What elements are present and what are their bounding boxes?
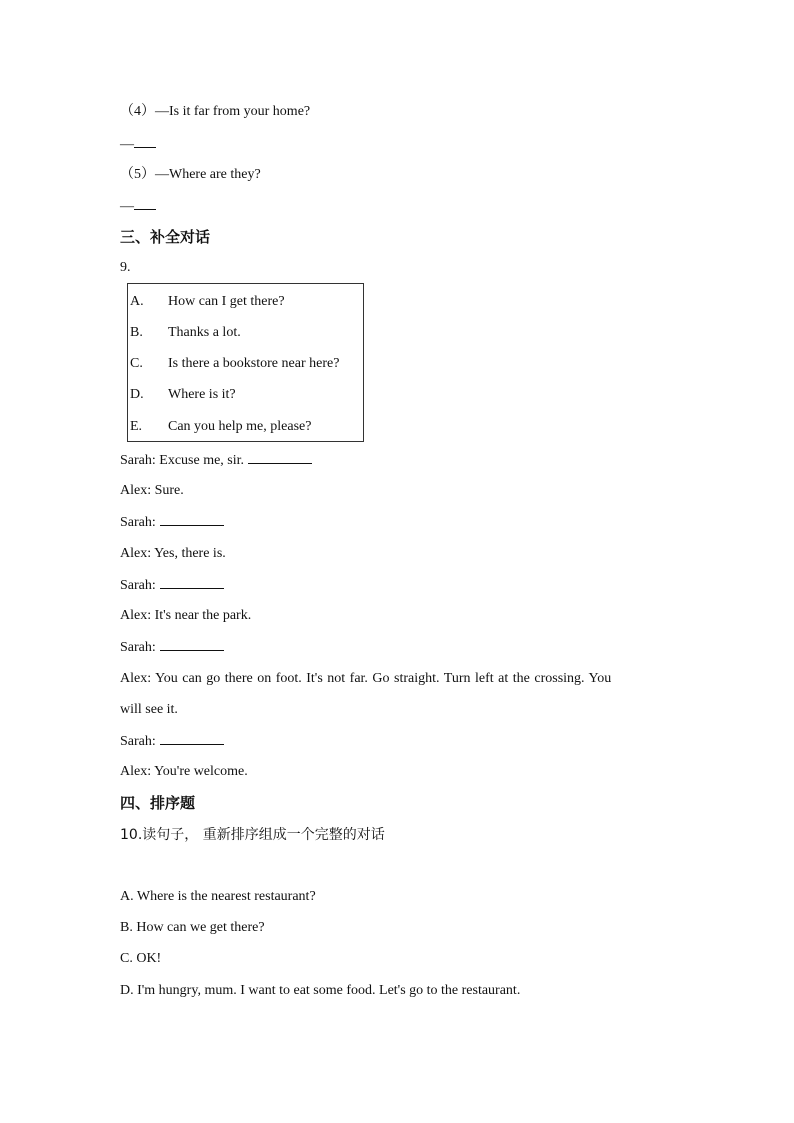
dialogue-text: Sarah: Excuse me, sir.	[120, 453, 245, 468]
option-letter: D.	[130, 387, 144, 402]
question-10-instruction: 10.读句子， 重新排序组成一个完整的对话	[120, 827, 385, 843]
dialogue-line	[120, 732, 224, 751]
option-text: Where is it?	[168, 387, 236, 402]
answer-dash: —	[120, 137, 134, 152]
answer-blank[interactable]	[134, 135, 156, 148]
question-9-number: 9.	[120, 260, 131, 275]
sentence-a: A. Where is the nearest restaurant?	[120, 889, 316, 904]
option-text: How can I get there?	[168, 294, 285, 309]
dialogue-blank[interactable]	[160, 513, 224, 526]
dialogue-line: Alex: Yes, there is.	[120, 546, 226, 561]
option-e	[130, 418, 311, 436]
option-d	[130, 386, 236, 404]
option-text: Can you help me, please?	[168, 419, 312, 434]
question-4-prompt: （4）—Is it far from your home?	[120, 104, 311, 119]
dialogue-text: Sarah:	[120, 734, 156, 749]
section-4-heading: 四、排序题	[120, 794, 196, 812]
question-4-answer	[120, 135, 156, 154]
sentence-c: C. OK!	[120, 951, 162, 966]
sentence-b: B. How can we get there?	[120, 920, 265, 935]
dialogue-blank[interactable]	[160, 638, 224, 651]
option-text: Is there a bookstore near here?	[168, 356, 340, 371]
section-3-heading: 三、补全对话	[120, 228, 211, 246]
option-text: Thanks a lot.	[168, 325, 241, 340]
dialogue-line: Alex: You're welcome.	[120, 764, 248, 779]
dialogue-blank[interactable]	[248, 451, 312, 464]
dialogue-line: Alex: You can go there on foot. It's not far. Go straight. Turn left at the crossing. You	[120, 671, 612, 686]
dialogue-line	[120, 513, 224, 532]
dialogue-text: Sarah:	[120, 515, 156, 530]
question-5-answer	[120, 197, 156, 216]
question-5-prompt: （5）—Where are they?	[120, 167, 261, 182]
option-letter: A.	[130, 294, 144, 309]
dialogue-line: Alex: It's near the park.	[120, 608, 252, 623]
answer-dash: —	[120, 199, 134, 214]
option-a	[130, 293, 285, 311]
option-letter: B.	[130, 325, 143, 340]
dialogue-blank[interactable]	[160, 732, 224, 745]
options-box	[127, 283, 364, 442]
sentence-d: D. I'm hungry, mum. I want to eat some food. Let's go to the restaurant.	[120, 983, 521, 998]
dialogue-text: Sarah:	[120, 578, 156, 593]
option-c	[130, 355, 339, 373]
dialogue-line	[120, 451, 312, 470]
dialogue-blank[interactable]	[160, 576, 224, 589]
dialogue-line: Alex: Sure.	[120, 483, 184, 498]
option-b	[130, 324, 241, 342]
option-letter: C.	[130, 356, 143, 371]
option-letter: E.	[130, 419, 143, 434]
dialogue-line-continued: will see it.	[120, 702, 178, 717]
dialogue-line	[120, 638, 224, 657]
answer-blank[interactable]	[134, 197, 156, 210]
dialogue-text: Sarah:	[120, 640, 156, 655]
dialogue-line	[120, 576, 224, 595]
